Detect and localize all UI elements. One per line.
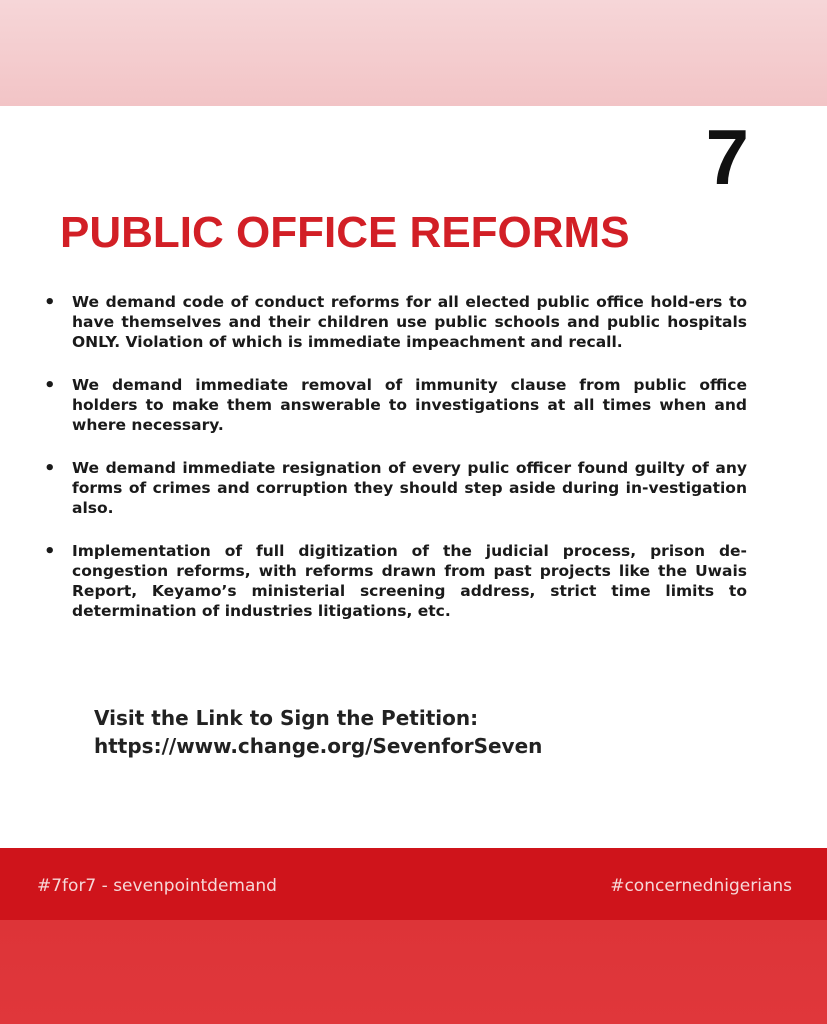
list-item (44, 292, 747, 352)
list-item (44, 541, 747, 621)
petition-prompt: Visit the Link to Sign the Petition: (94, 706, 479, 730)
bottom-red-band (0, 920, 827, 1024)
petition-link[interactable]: https://www.change.org/SevenforSeven (94, 734, 543, 758)
footer-bar (0, 848, 827, 920)
page-title: PUBLIC OFFICE REFORMS (60, 208, 630, 257)
list-item (44, 375, 747, 435)
demand-text: We demand immediate removal of immunity clause from public office holders to make them answerable to investigations at all times when and where necessary. (72, 376, 747, 434)
bullet-icon: • (44, 375, 56, 396)
bullet-icon: • (44, 292, 56, 313)
demand-text: We demand code of conduct reforms for all elected public office hold-ers to have themselves and their children use public schools and public hospitals ONLY. Violation of which is immediate impeachment and recall. (72, 293, 747, 351)
hashtag-sevenpointdemand: #7for7 - sevenpointdemand (37, 876, 277, 896)
bullet-icon: • (44, 458, 56, 479)
bullet-icon: • (44, 541, 56, 562)
page-number: 7 (705, 113, 749, 201)
demand-text: Implementation of full digitization of the judicial process, prison de-congestion reforms, with reforms drawn from past projects like the Uwais Report, Keyamo’s ministerial screening address, strict time limits to determination of industries litigations, etc. (72, 542, 747, 620)
demand-list (44, 292, 747, 644)
demand-text: We demand immediate resignation of every pulic officer found guilty of any forms of crimes and corruption they should step aside during in-vestigation also. (72, 459, 747, 517)
list-item (44, 458, 747, 518)
top-pink-band (0, 0, 827, 106)
hashtag-concernednigerians: #concernednigerians (610, 876, 792, 896)
petition-callout (94, 704, 734, 760)
